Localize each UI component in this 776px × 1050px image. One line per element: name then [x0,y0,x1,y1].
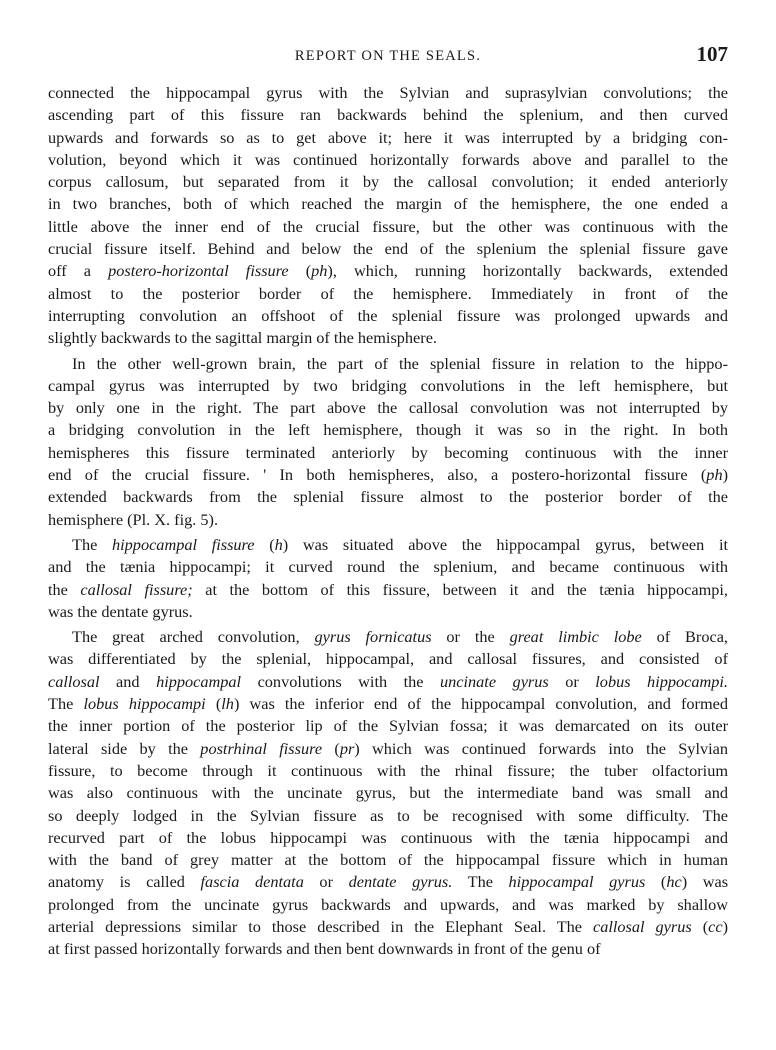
text-run: ( [254,534,275,554]
text-run: end of the crucial fissure. ' In both hemispheres, also, a postero-horizontal fissure ( [48,465,707,485]
text-run: ) [722,916,728,936]
text-run: ascending part of this fissure ran backwards behind the splenium, and then curved [48,105,728,125]
text-line [48,601,728,623]
italic-term: h [274,534,283,554]
text-run: The [452,872,509,892]
text-run: a bridging convolution in the left hemisphere, though it was so in the right. In both [48,420,728,440]
text-run: extended backwards from the splenial fissure almost to the posterior border of the [48,487,728,507]
text-run: or [548,671,596,691]
italic-term: hippocampal gyrus [508,872,646,892]
italic-term: fascia dentata [200,872,304,892]
text-run: and [99,671,157,691]
italic-term: uncinate gyrus [440,671,549,691]
text-line [48,149,728,171]
italic-term: lh [221,694,234,714]
text-run: with the band of grey matter at the bottom of the hippocampal fissure which in human [48,850,728,870]
text-run: ) was situated above the hippocampal gyrus, between it [282,534,728,554]
text-run: recurved part of the lobus hippocampi was continuous with the tænia hippocampi and [48,827,728,847]
text-run: ( [205,694,222,714]
text-line [48,260,728,282]
text-run: and the tænia hippocampi; it curved round the splenium, and became continuous with [48,557,728,577]
text-line [48,894,728,916]
text-run: or [303,872,349,892]
text-run: fissure, to become through it continuous with the rhinal fissure; the tuber olfactorium [48,760,728,780]
text-run: ) was [681,872,729,892]
text-line [48,327,728,349]
text-run: ) which was continued forwards into the Sylvian [354,738,728,758]
body-text [48,82,728,964]
text-line [48,238,728,260]
text-line [48,871,728,893]
text-run: campal gyrus was interrupted by two bridging convolutions in the left hemisphere, but [48,375,728,395]
text-run: was also continuous with the uncinate gyrus, but the intermediate band was small and [48,783,728,803]
text-run: ( [288,261,312,281]
text-run: ) [722,465,728,485]
text-run: lateral side by the [48,738,201,758]
text-run: anatomy is called [48,872,201,892]
text-line [48,509,728,531]
text-line [48,693,728,715]
text-run: the inner portion of the posterior lip of the Sylvian fossa; it was demarcated on its outer [48,716,728,736]
text-line [48,782,728,804]
text-line [48,419,728,441]
italic-term: cc [708,916,723,936]
text-line [48,626,728,648]
text-line [48,464,728,486]
italic-term: lobus hippocampi. [595,671,728,691]
text-line [48,127,728,149]
text-line [48,353,728,375]
text-run: In the other well-grown brain, the part of the splenial fissure in relation to the hippo- [72,353,728,373]
text-run: upwards and forwards so as to get above it; here it was interrupted by a bridging con- [48,127,728,147]
italic-term: dentate gyrus. [348,872,453,892]
text-run: hemispheres this fissure terminated anteriorly by becoming continuous with the inner [48,442,728,462]
text-run: ( [322,738,340,758]
text-run: the [48,579,81,599]
page-header [48,42,728,72]
text-run: ), which, running horizontally backwards, extended [327,261,728,281]
paragraph [48,534,728,623]
text-line [48,760,728,782]
text-run: hemisphere (Pl. X. fig. 5). [48,509,219,529]
text-run: ) was the inferior end of the hippocampal convolution, and formed [233,694,728,714]
italic-term: great limbic lobe [509,627,642,647]
text-line [48,486,728,508]
text-line [48,397,728,419]
text-line [48,193,728,215]
italic-term: pr [339,738,355,758]
text-run: convolutions with the [241,671,440,691]
text-run: slightly backwards to the sagittal margin of the hemisphere. [48,328,438,348]
text-run: was the dentate gyrus. [48,601,193,621]
text-run: The great arched convolution, [72,627,315,647]
text-run: by only one in the right. The part above the callosal convolution was not interrupted by [48,398,728,418]
italic-term: hippocampal fissure [112,534,255,554]
paragraph [48,353,728,531]
text-line [48,715,728,737]
text-line [48,216,728,238]
text-run: arterial depressions similar to those described in the Elephant Seal. The [48,916,593,936]
italic-term: hippocampal [156,671,242,691]
paragraph [48,82,728,350]
text-run: was differentiated by the splenial, hippocampal, and callosal fissures, and consisted of [48,649,728,669]
text-run: of Broca, [641,627,728,647]
text-line [48,82,728,104]
text-run: almost to the posterior border of the hemisphere. Immediately in front of the [48,283,728,303]
text-line [48,849,728,871]
text-line [48,442,728,464]
italic-term: lobus hippocampi [83,694,206,714]
text-run: corpus callosum, but separated from it by the callosal convolution; it ended anteriorly [48,172,728,192]
italic-term: postero-horizontal fissure [108,261,289,281]
text-run: The [48,694,84,714]
page-number: 107 [696,42,728,66]
text-line [48,104,728,126]
text-run: connected the hippocampal gyrus with the Sylvian and suprasylvian convolutions; the [48,83,728,102]
text-run: little above the inner end of the crucial fissure, but the other was continuous with the [48,216,728,236]
text-line [48,171,728,193]
text-run: at the bottom of this fissure, between it and the tænia hippocampi, [192,579,729,599]
italic-term: gyrus fornicatus [314,627,432,647]
italic-term: callosal [48,671,100,691]
text-line [48,305,728,327]
italic-term: ph [311,261,328,281]
text-run: volution, beyond which it was continued horizontally forwards above and parallel to the [48,149,728,169]
italic-term: postrhinal fissure [200,738,323,758]
text-run: off a [48,261,109,281]
text-line [48,827,728,849]
text-line [48,648,728,670]
text-run: at first passed horizontally forwards and then bent downwards in front of the genu of [48,939,601,959]
italic-term: ph [706,465,723,485]
text-line [48,375,728,397]
text-line [48,534,728,556]
text-run: interrupting convolution an offshoot of the splenial fissure was prolonged upwards and [48,305,728,325]
text-line [48,671,728,693]
italic-term: callosal gyrus [593,916,692,936]
italic-term: callosal fissure; [80,579,193,599]
text-run: crucial fissure itself. Behind and below the end of the splenium the splenial fissure gave [48,239,728,259]
text-line [48,738,728,760]
text-run: ( [645,872,667,892]
text-line [48,579,728,601]
text-line [48,805,728,827]
text-run: The [72,534,112,554]
text-line [48,938,728,960]
text-line [48,556,728,578]
text-line [48,916,728,938]
text-run: ( [691,916,709,936]
paragraph [48,626,728,960]
text-run: in two branches, both of which reached the margin of the hemisphere, the one ended a [48,194,728,214]
text-line [48,283,728,305]
text-run: or the [431,627,510,647]
italic-term: hc [666,872,682,892]
text-run: prolonged from the uncinate gyrus backwards and upwards, and was marked by shallow [48,894,728,914]
text-run: so deeply lodged in the Sylvian fissure as to be recognised with some difficulty. The [48,805,728,825]
running-head: REPORT ON THE SEALS. [294,48,482,64]
